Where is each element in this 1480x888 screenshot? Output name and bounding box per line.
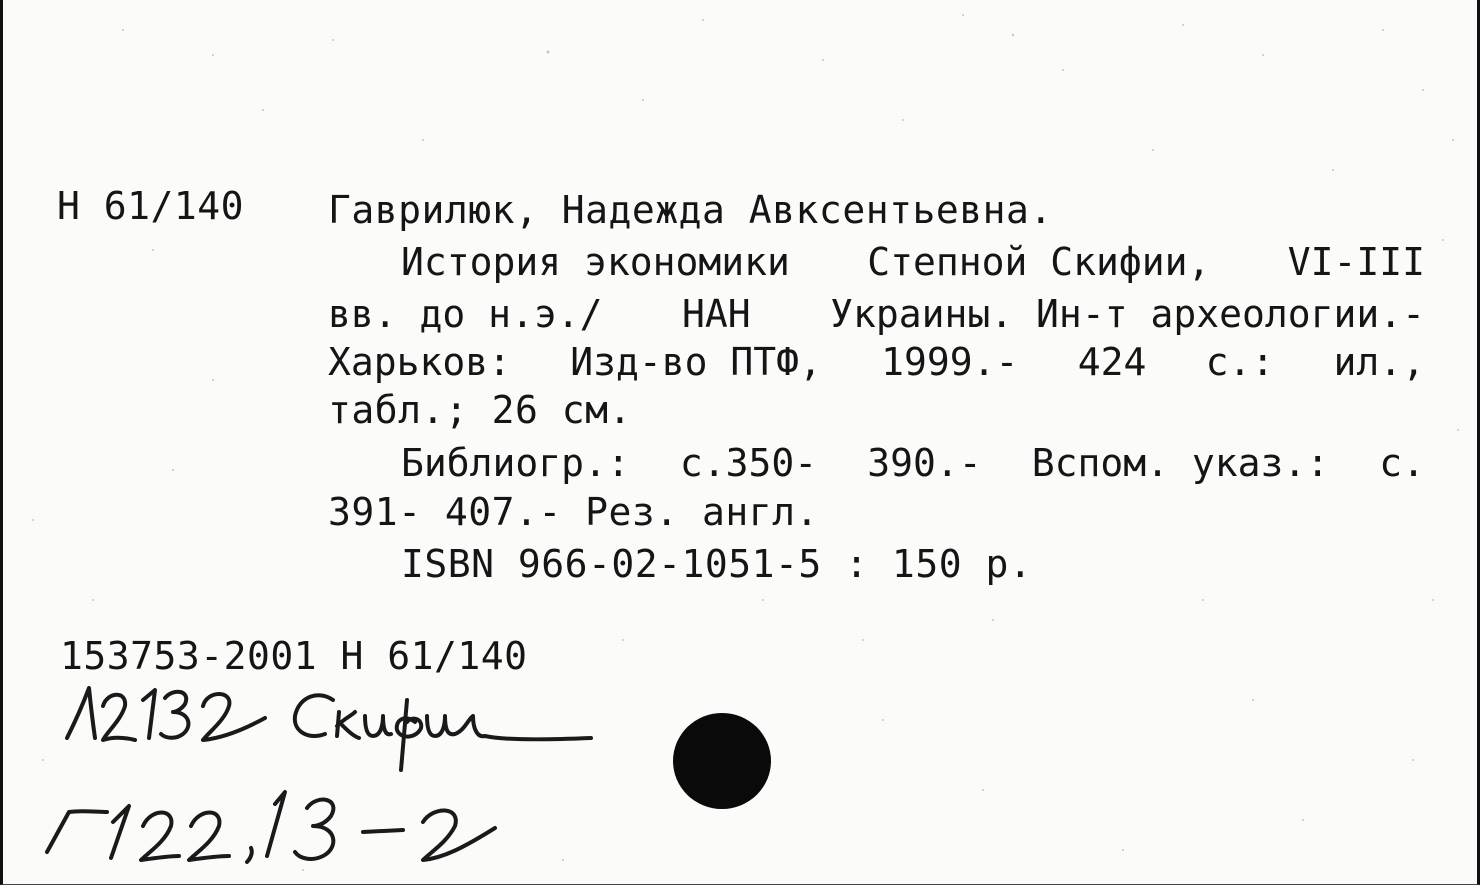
- inventory-line: 153753-2001 Н 61/140: [60, 634, 528, 678]
- note-segment: с.350-: [679, 441, 818, 485]
- description-segment: История экономики: [401, 240, 790, 284]
- note-segment: 390.-: [867, 441, 982, 485]
- note-segment: Библиогр.:: [401, 441, 630, 485]
- description-segment: Изд-во ПТФ,: [570, 340, 822, 384]
- description-segment: с.:: [1205, 340, 1275, 384]
- handwritten-classification: [47, 792, 495, 862]
- note-segment: Вспом. указ.:: [1031, 441, 1330, 485]
- description-segment: НАН: [682, 292, 751, 336]
- description-segment: ил.,: [1333, 340, 1425, 384]
- description-segment: Харьков:: [328, 340, 512, 384]
- description-segment: Украины. Ин-т археологии.-: [830, 292, 1425, 336]
- description-segment: Степной Скифии,: [867, 240, 1211, 284]
- note-line-2: 391- 407.- Рез. англ.: [328, 490, 819, 534]
- handwritten-shelf-note: [67, 688, 591, 770]
- description-segment: вв. до н.э./: [328, 292, 603, 336]
- call-number: Н 61/140: [57, 184, 245, 228]
- punch-hole: [673, 713, 771, 809]
- isbn-line: ISBN 966-02-1051-5 : 150 р.: [401, 542, 1033, 586]
- description-line-4: табл.; 26 см.: [328, 388, 632, 432]
- author-heading: Гаврилюк, Надежда Авксентьевна.: [328, 188, 1053, 232]
- description-segment: 424: [1077, 340, 1147, 384]
- note-segment: с.: [1379, 441, 1425, 485]
- description-segment: 1999.-: [881, 340, 1019, 384]
- description-segment: VI-III: [1287, 240, 1425, 284]
